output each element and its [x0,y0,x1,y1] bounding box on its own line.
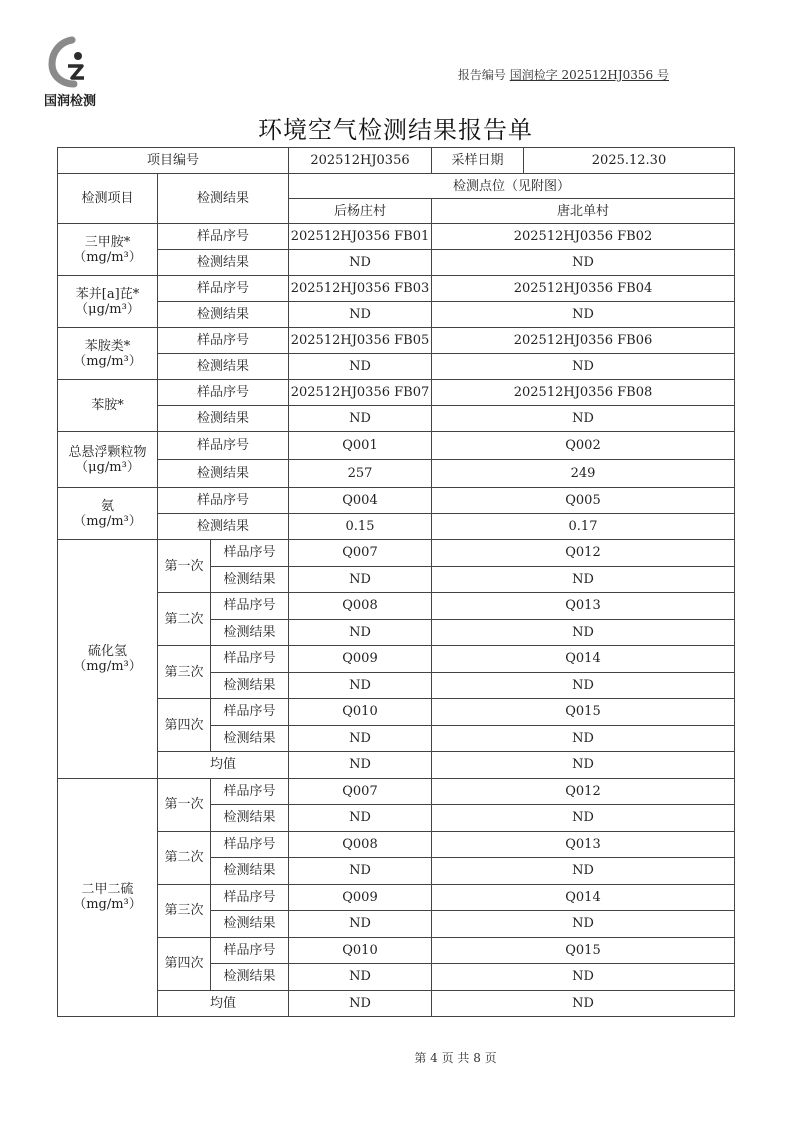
table-row [58,302,735,328]
table-row [58,224,735,250]
project-no-value: 202512HJ0356 [289,148,432,174]
label-result: 检测结果 [158,406,289,432]
sample-no-site2: Q005 [432,488,735,514]
label-result: 检测结果 [211,725,289,752]
sample-no-site1: Q001 [289,432,432,460]
table-row [58,937,735,964]
label-sample-no: 样品序号 [211,540,289,567]
result-site2: ND [432,725,735,752]
round-label: 第四次 [158,699,211,752]
sample-no-site1: Q004 [289,488,432,514]
label-result: 检测结果 [211,672,289,699]
result-site2: ND [432,805,735,832]
result-site2: 249 [432,460,735,488]
round-label: 第一次 [158,778,211,831]
table-row [58,276,735,302]
table-row [58,406,735,432]
sample-no-site2: Q012 [432,540,735,567]
label-sample-no: 样品序号 [211,593,289,620]
item-name: 三甲胺* [84,234,131,250]
result-site1: ND [289,250,432,276]
sample-no-site1: 202512HJ0356 FB07 [289,380,432,406]
result-site2: ND [432,964,735,991]
label-mean: 均值 [158,752,289,779]
sample-no-site2: 202512HJ0356 FB08 [432,380,735,406]
item-name-cell [58,488,158,540]
table-row [58,831,735,858]
item-unit: （μg/m³） [75,459,140,475]
sample-no-site1: Q008 [289,831,432,858]
sampling-date-value: 2025.12.30 [524,148,735,174]
round-label: 第一次 [158,540,211,593]
result-site2: ND [432,302,735,328]
sample-no-site1: 202512HJ0356 FB03 [289,276,432,302]
label-sample-no: 样品序号 [158,488,289,514]
label-result: 检测结果 [158,250,289,276]
logo-mark-icon [42,36,94,90]
sample-no-site2: Q014 [432,884,735,911]
label-result: 检测结果 [158,514,289,540]
item-name-cell [58,778,158,1017]
table-row [58,646,735,673]
label-sample-no: 样品序号 [211,884,289,911]
item-name: 苯并[a]芘* [75,286,140,302]
table-row [58,354,735,380]
sample-no-site1: Q010 [289,699,432,726]
result-site2: ND [432,406,735,432]
table-row [58,884,735,911]
result-site2: ND [432,250,735,276]
table-row [58,990,735,1017]
label-sample-no: 样品序号 [211,646,289,673]
table-row [58,778,735,805]
report-number [458,66,669,83]
result-site2: ND [432,858,735,885]
col-header-result: 检测结果 [158,174,289,224]
sample-no-site1: Q007 [289,778,432,805]
label-sample-no: 样品序号 [211,699,289,726]
label-sample-no: 样品序号 [211,831,289,858]
label-sample-no: 样品序号 [158,380,289,406]
table-row [58,148,735,174]
sample-no-site2: Q013 [432,831,735,858]
item-name: 硫化氢 [87,643,127,659]
result-site1: 257 [289,460,432,488]
result-site2: 0.17 [432,514,735,540]
sample-no-site2: Q012 [432,778,735,805]
item-unit: （mg/m³） [73,658,142,674]
sample-no-site2: 202512HJ0356 FB04 [432,276,735,302]
result-site2: ND [432,672,735,699]
item-unit: （mg/m³） [73,249,142,265]
label-result: 检测结果 [211,805,289,832]
report-number-label: 报告编号 [457,68,506,82]
sample-no-site2: Q013 [432,593,735,620]
table-row [58,460,735,488]
item-name-cell [58,432,158,488]
page-title: 环境空气检测结果报告单 [258,116,533,144]
table-row [58,488,735,514]
result-site1: ND [289,672,432,699]
label-result: 检测结果 [158,354,289,380]
sampling-date-label: 采样日期 [432,148,524,174]
label-result: 检测结果 [211,566,289,593]
sample-no-site1: 202512HJ0356 FB01 [289,224,432,250]
mean-site2: ND [432,752,735,779]
sample-no-site2: 202512HJ0356 FB06 [432,328,735,354]
item-name-cell [58,224,158,276]
result-site1: ND [289,354,432,380]
result-site1: ND [289,566,432,593]
item-name: 苯胺* [91,398,124,413]
table-row [58,514,735,540]
item-unit: （μg/m³） [75,301,140,317]
result-site2: ND [432,354,735,380]
result-site1: ND [289,964,432,991]
page-number: 第 4 页 共 8 页 [414,1051,497,1065]
round-label: 第四次 [158,937,211,990]
label-sample-no: 样品序号 [211,937,289,964]
col-header-points: 检测点位（见附图） [289,174,735,199]
mean-site1: ND [289,990,432,1017]
round-label: 第二次 [158,831,211,884]
item-unit: （mg/m³） [73,513,142,529]
table-row [58,380,735,406]
result-site1: ND [289,725,432,752]
sample-no-site1: Q010 [289,937,432,964]
result-site1: ND [289,805,432,832]
col-header-site1: 后杨庄村 [289,199,432,224]
sample-no-site2: Q015 [432,937,735,964]
item-name: 二甲二硫 [81,882,134,898]
sample-no-site1: Q009 [289,884,432,911]
round-label: 第三次 [158,884,211,937]
mean-site1: ND [289,752,432,779]
table-row [58,593,735,620]
table-row [58,752,735,779]
sample-no-site2: 202512HJ0356 FB02 [432,224,735,250]
sample-no-site2: Q002 [432,432,735,460]
result-site1: ND [289,406,432,432]
label-sample-no: 样品序号 [158,328,289,354]
table-row [58,250,735,276]
col-header-site2: 唐北单村 [432,199,735,224]
table-row [58,540,735,567]
item-name: 氨 [100,498,114,514]
item-name-cell [58,328,158,380]
label-result: 检测结果 [211,911,289,938]
result-site1: ND [289,858,432,885]
sample-no-site1: Q008 [289,593,432,620]
label-result: 检测结果 [211,619,289,646]
result-site2: ND [432,619,735,646]
result-site1: ND [289,911,432,938]
mean-site2: ND [432,990,735,1017]
result-site1: ND [289,619,432,646]
result-site1: ND [289,302,432,328]
result-site2: ND [432,911,735,938]
logo-text: 国润检测 [43,94,96,109]
item-name-cell [58,540,158,779]
label-result: 检测结果 [158,460,289,488]
label-sample-no: 样品序号 [211,778,289,805]
table-row [58,432,735,460]
sample-no-site2: Q014 [432,646,735,673]
label-result: 检测结果 [211,858,289,885]
table-row [58,699,735,726]
col-header-item: 检测项目 [58,174,158,224]
result-site1: 0.15 [289,514,432,540]
sample-no-site1: 202512HJ0356 FB05 [289,328,432,354]
label-sample-no: 样品序号 [158,224,289,250]
label-sample-no: 样品序号 [158,276,289,302]
sample-no-site2: Q015 [432,699,735,726]
item-name-cell [58,276,158,328]
label-sample-no: 样品序号 [158,432,289,460]
round-label: 第二次 [158,593,211,646]
sample-no-site1: Q007 [289,540,432,567]
item-name-cell [58,380,158,432]
label-result: 检测结果 [211,964,289,991]
item-unit: （mg/m³） [73,897,142,913]
table-row [58,174,735,199]
item-name: 苯胺类* [84,338,131,354]
sample-no-site1: Q009 [289,646,432,673]
round-label: 第三次 [158,646,211,699]
item-unit: （mg/m³） [73,353,142,369]
result-site2: ND [432,566,735,593]
results-table [57,147,735,1017]
table-row [58,328,735,354]
company-logo [30,36,110,108]
label-result: 检测结果 [158,302,289,328]
report-number-value: 国润检字 202512HJ0356 号 [509,68,669,82]
label-mean: 均值 [158,990,289,1017]
results-table-body [58,148,735,1017]
project-no-label: 项目编号 [58,148,289,174]
item-name: 总悬浮颗粒物 [68,444,147,460]
